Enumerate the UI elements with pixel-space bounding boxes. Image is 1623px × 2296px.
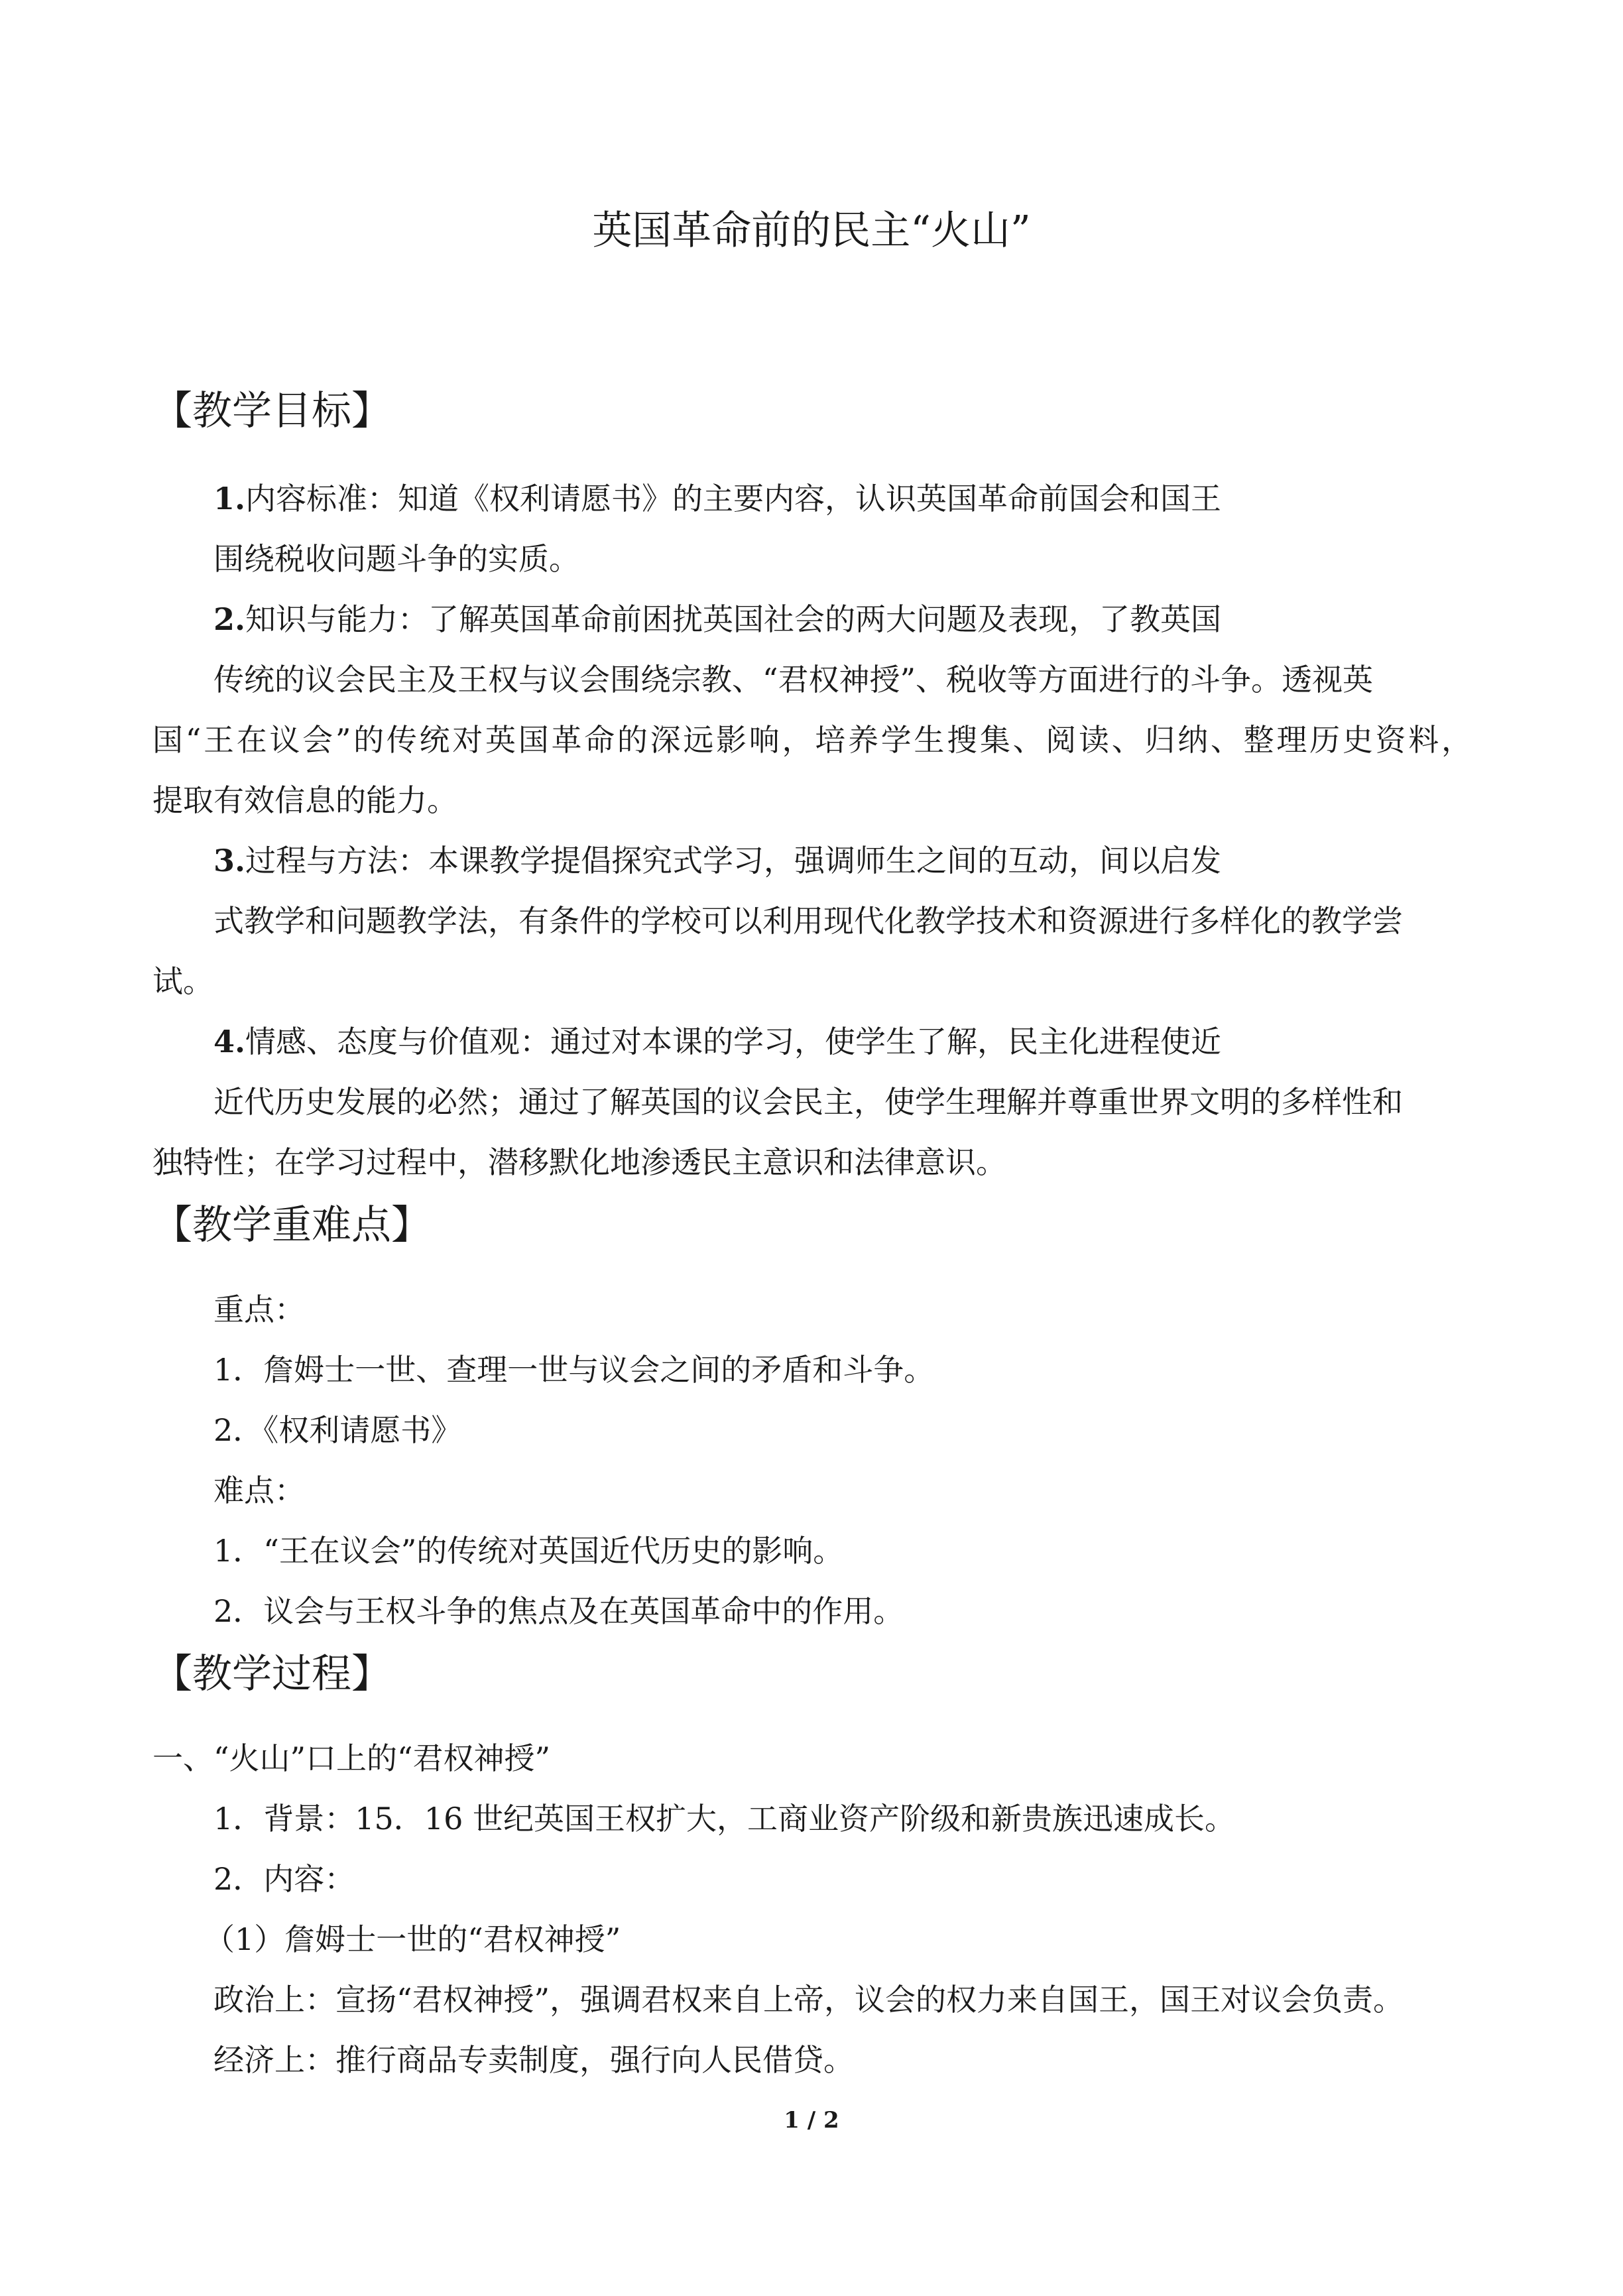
difficulty-2: 2．议会与王权斗争的焦点及在英国革命中的作用。 xyxy=(213,1593,904,1629)
process-politics: 政治上：宣扬“君权神授”，强调君权来自上帝，议会的权力来自国王，国王对议会负责。 xyxy=(213,1982,1404,2018)
objective-text: 内容标准：知道《权利请愿书》的主要内容，认识英国革命前国会和国王 xyxy=(245,481,1222,516)
process-part-1: 一、“火山”口上的“君权神授” xyxy=(152,1740,551,1776)
objective-2-line-2: 传统的议会民主及王权与议会围绕宗教、“君权神授”、税收等方面进行的斗争。透视英 xyxy=(213,662,1374,697)
process-content-label: 2．内容： xyxy=(213,1861,355,1897)
objective-4-line-1 xyxy=(213,1022,1221,1061)
key-point-2: 2．《权利请愿书》 xyxy=(213,1412,462,1448)
objective-number: 2. xyxy=(213,601,246,637)
objective-text: 过程与方法：本课教学提倡探究式学习，强调师生之间的互动，间以启发 xyxy=(245,843,1222,878)
page-title: 英国革命前的民主“火山” xyxy=(592,208,1031,254)
objective-1-line-2: 围绕税收问题斗争的实质。 xyxy=(213,541,579,577)
objective-text: 情感、态度与价值观：通过对本课的学习，使学生了解，民主化进程使近 xyxy=(245,1024,1222,1059)
objective-4-line-3: 独特性；在学习过程中，潜移默化地渗透民主意识和法律意识。 xyxy=(152,1144,1006,1180)
section-heading-key-points: 【教学重难点】 xyxy=(152,1202,431,1248)
objective-3-line-2: 式教学和问题教学法，有条件的学校可以利用现代化教学技术和资源进行多样化的教学尝 xyxy=(213,903,1403,939)
page-number: 1 / 2 xyxy=(784,2107,839,2134)
section-heading-objectives: 【教学目标】 xyxy=(152,388,391,434)
process-sub-1: （1）詹姆士一世的“君权神授” xyxy=(204,1921,621,1957)
objective-number: 3. xyxy=(213,843,246,878)
process-background: 1．背景：15．16 世纪英国王权扩大，工商业资产阶级和新贵族迅速成长。 xyxy=(213,1801,1235,1837)
objective-number: 1. xyxy=(213,481,246,516)
objective-2-line-1 xyxy=(213,599,1221,639)
objective-3-line-1 xyxy=(213,841,1221,880)
key-point-label: 重点： xyxy=(213,1292,305,1327)
difficulty-1: 1．“王在议会”的传统对英国近代历史的影响。 xyxy=(213,1533,844,1569)
process-economy: 经济上：推行商品专卖制度，强行向人民借贷。 xyxy=(213,2042,854,2078)
objective-2-line-4: 提取有效信息的能力。 xyxy=(152,782,457,818)
difficulty-label: 难点： xyxy=(213,1473,305,1508)
key-point-1: 1．詹姆士一世、查理一世与议会之间的矛盾和斗争。 xyxy=(213,1352,935,1388)
objective-number: 4. xyxy=(213,1024,246,1059)
objective-1-line-1 xyxy=(213,479,1221,518)
objective-3-line-3: 试。 xyxy=(152,963,213,999)
section-heading-process: 【教学过程】 xyxy=(152,1651,391,1697)
objective-2-line-3: 国“王在议会”的传统对英国革命的深远影响，培养学生搜集、阅读、归纳、整理历史资料， xyxy=(152,722,1472,758)
objective-4-line-2: 近代历史发展的必然；通过了解英国的议会民主，使学生理解并尊重世界文明的多样性和 xyxy=(213,1084,1403,1120)
objective-text: 知识与能力：了解英国革命前困扰英国社会的两大问题及表现，了教英国 xyxy=(245,601,1222,637)
